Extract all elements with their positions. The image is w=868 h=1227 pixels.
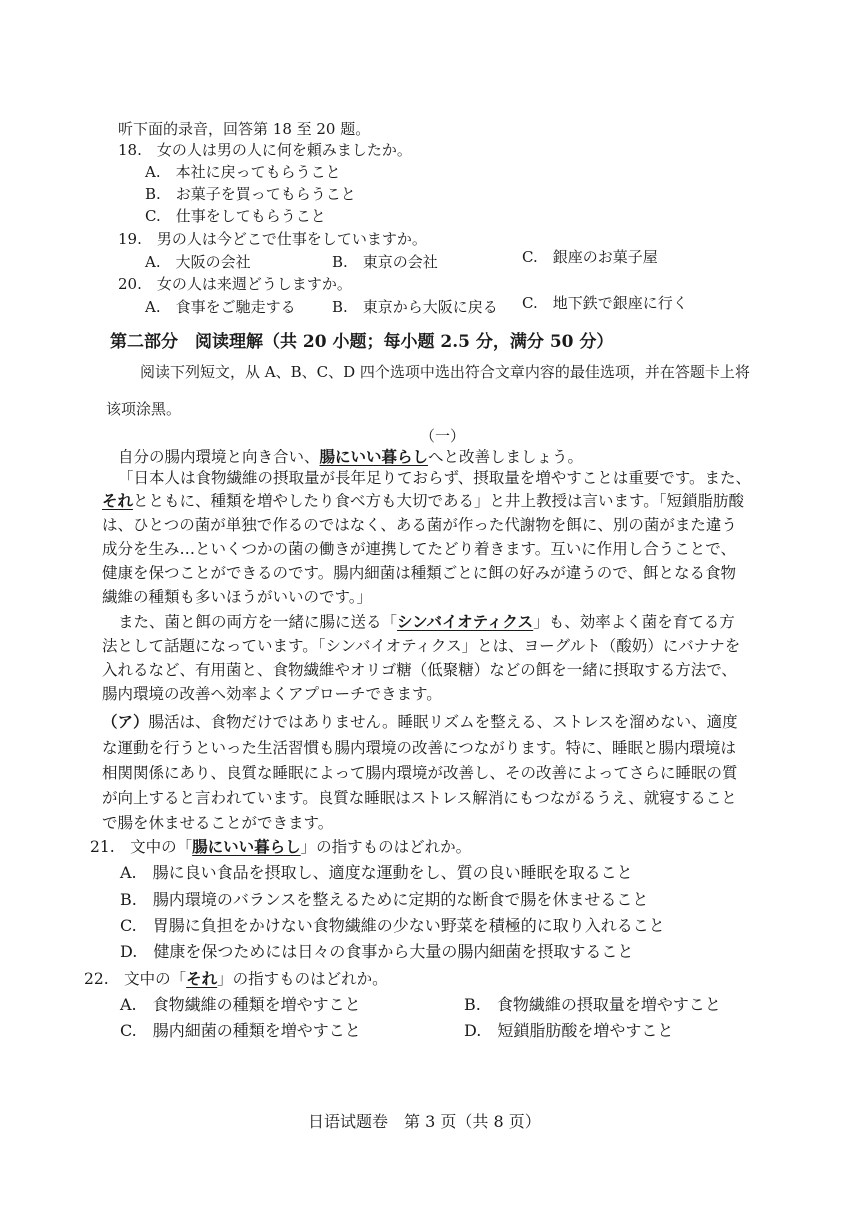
q20-option-a: A. 食事をご馳走する xyxy=(145,298,296,316)
q20-option-b: B. 東京から大阪に戻る xyxy=(332,298,498,316)
q19-option-b: B. 東京の会社 xyxy=(332,253,438,271)
q21-option-d: D. 健康を保つためには日々の食事から大量の腸内細菌を摂取すること xyxy=(120,942,634,961)
passage-p1 xyxy=(118,446,583,468)
p1-text-b: へと改善しましょう。 xyxy=(428,448,584,466)
passage-p3-line3: 入れるなど、有用菌と、食物繊維やオリゴ糖（低聚糖）などの餌を一緒に摂取する方法で、 xyxy=(102,661,737,679)
q19-option-a: A. 大阪の会社 xyxy=(145,253,251,271)
section-number: （一） xyxy=(420,427,466,445)
part2-instruction: 阅读下列短文，从 A、B、C、D 四个选项中选出符合文章内容的最佳选项，并在答题卡上将 xyxy=(140,363,750,381)
passage-p4-line1 xyxy=(102,711,738,733)
q21-option-b: B. 腸内環境のバランスを整えるために定期的な断食で腸を休ませること xyxy=(120,890,649,909)
passage-p3-line2: 法として話題になっています。「シンバイオティクス」とは、ヨーグルト（酸奶）にバナナを xyxy=(102,637,741,655)
passage-p2-line4: 成分を生み…といくつかの菌の働きが連携してたどり着きます。互いに作用し合うことで、 xyxy=(102,540,736,558)
q22-option-d: D. 短鎖脂肪酸を増やすこと xyxy=(464,1021,674,1040)
blank-marker-a: （ア） xyxy=(102,712,149,731)
p3-text-a: また、菌と餌の両方を一緒に腸に送る「 xyxy=(118,613,398,631)
q22-stem-a: 22. 文中の「 xyxy=(84,970,187,988)
passage-p4-line5: で腸を休ませることができます。 xyxy=(102,814,334,832)
q21-stem-underline: 腸にいい暮らし xyxy=(192,837,301,856)
listening-intro: 听下面的录音，回答第 18 至 20 题。 xyxy=(118,120,371,138)
p2-line2-text: とともに、種類を増やしたり食べ方も大切である」と井上教授は言います。「短鎖脂肪酸 xyxy=(133,492,745,510)
passage-p4-line4: が向上すると言われています。良質な睡眠はストレス解消にもつながるうえ、就寝すること xyxy=(102,789,737,807)
passage-p4-line3: 相関関係にあり、良質な睡眠によって腸内環境が改善し、その改善によってさらに睡眠の質 xyxy=(102,764,738,782)
q20-stem: 20. 女の人は来週どうしますか。 xyxy=(118,275,352,293)
passage-p2-line6: 繊維の種類も多いほうがいいのです。」 xyxy=(102,588,373,606)
p1-underline-kurashi: 腸にいい暮らし xyxy=(319,447,429,466)
p3-text-b: 」も、効率よく菌を育てる方 xyxy=(533,613,735,631)
q18-stem: 18. 女の人は男の人に何を頼みましたか。 xyxy=(118,141,412,159)
q18-option-b: B. お菓子を買ってもらうこと xyxy=(145,185,356,203)
p4-line1-text: 腸活は、食物だけではありません。睡眠リズムを整える、ストレスを溜めない、適度 xyxy=(148,713,738,731)
q21-option-a: A. 腸に良い食品を摂取し、適度な運動をし、質の良い睡眠を取ること xyxy=(120,863,633,882)
q21-stem-b: 」の指すものはどれか。 xyxy=(300,838,472,856)
p3-underline-synbiotics: シンバイオティクス xyxy=(397,612,534,631)
passage-p2-line1: 「日本人は食物繊維の摂取量が長年足りておらず、摂取量を増やすことは重要です。また、 xyxy=(118,469,752,487)
q20-option-c: C. 地下鉄で銀座に行く xyxy=(522,294,688,312)
q22-stem xyxy=(84,968,388,990)
q22-stem-underline: それ xyxy=(186,969,218,988)
q21-stem xyxy=(90,836,471,858)
q18-option-c: C. 仕事をしてもらうこと xyxy=(145,207,326,225)
q21-stem-a: 21. 文中の「 xyxy=(90,838,193,856)
q19-option-c: C. 銀座のお菓子屋 xyxy=(522,248,658,266)
q22-option-b: B. 食物繊維の摂取量を増やすこと xyxy=(464,995,721,1014)
passage-p3-line4: 腸内環境の改善へ効率よくアプローチできます。 xyxy=(102,685,442,703)
q22-option-c: C. 腸内細菌の種類を増やすこと xyxy=(120,1021,361,1040)
passage-p4-line2: な運動を行うといった生活習慣も腸内環境の改善につながります。特に、睡眠と腸内環境は xyxy=(102,739,736,757)
part2-title: 第二部分 阅读理解（共 20 小题；每小题 2.5 分，满分 50 分） xyxy=(110,332,614,352)
passage-p2-line5: 健康を保つことができるのです。腸内細菌は種類ごとに餌の好みが違うので、餌となる食物 xyxy=(102,564,736,582)
q21-option-c: C. 胃腸に負担をかけない食物繊維の少ない野菜を積極的に取り入れること xyxy=(120,916,665,935)
p1-text-a: 自分の腸内環境と向き合い、 xyxy=(118,448,320,466)
p2-underline-sore: それ xyxy=(102,491,134,510)
q22-stem-b: 」の指すものはどれか。 xyxy=(217,970,388,988)
q18-option-a: A. 本社に戻ってもらうこと xyxy=(145,163,341,181)
q22-option-a: A. 食物繊維の種類を増やすこと xyxy=(120,995,361,1014)
page-footer: 日语试题卷 第 3 页（共 8 页） xyxy=(308,1112,541,1131)
passage-p2-line2 xyxy=(102,490,744,512)
q19-stem: 19. 男の人は今どこで仕事をしていますか。 xyxy=(118,230,427,248)
passage-p2-line3: は、ひとつの菌が単独で作るのではなく、ある菌が作った代謝物を餌に、別の菌がまた違う xyxy=(102,516,737,534)
part2-instruction-cont: 该项涂黑。 xyxy=(106,400,182,418)
passage-p3-line1 xyxy=(118,611,735,633)
